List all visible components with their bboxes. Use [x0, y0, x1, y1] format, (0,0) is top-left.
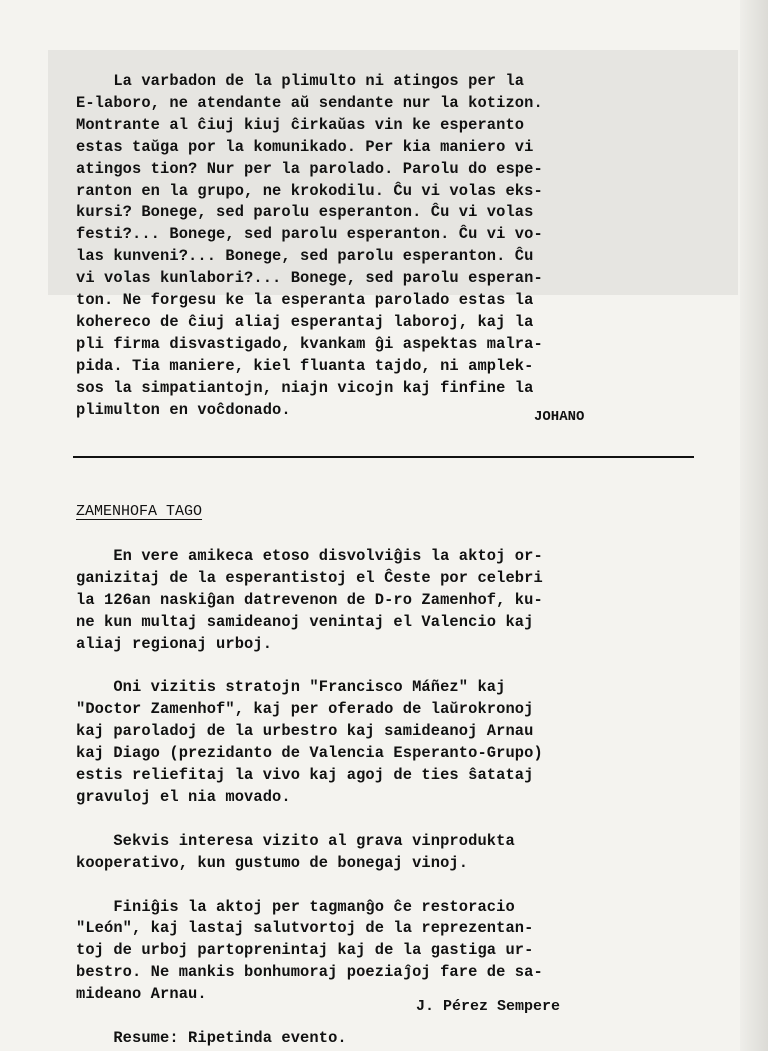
- page-edge-shadow: [740, 0, 768, 1051]
- letter-body-text: La varbadon de la plimulto ni atingos per la E-laboro, ne atendante aŭ sendante nur la kotizon. Montrante al ĉiuj kiuj ĉirkaŭas vin ke esperanto estas taŭga por la komunikado. Per kia maniero vi atingos tion? Nur per la parolado. Parolu do espe- ranton en la grupo, ne krokodilu. Ĉu vi volas eks- kursi? Bonege, sed parolu esperanton. Ĉu vi volas festi?... Bonege, sed parolu esperanton. Ĉu vi vo- las kunveni?... Bonege, sed parolu esperanton. Ĉu vi volas kunlabori?... Bonege, sed parolu esperan- ton. Ne forgesu ke la esperanta parolado estas la kohereco de ĉiuj aliaj esperantaj laboroj, kaj la pli firma disvastigado, kvankam ĝi aspektas malra- pida. Tia maniere, kiel fluanta tajdo, ni amplek- sos la simpatiantojn, niajn vicojn kaj finfine la plimulton en voĉdonado.: [76, 72, 543, 419]
- article-body-text: En vere amikeca etoso disvolviĝis la aktoj or- ganizitaj de la esperantistoj el Ĉeste por celebri la 126an naskiĝan datrevenon de D-ro Zamenhof, ku- ne kun multaj samideanoj venintaj el Valencio kaj aliaj regionaj urboj. Oni vizitis stratojn "Francisco Máñez" kaj "Doctor Zamenhof", kaj per oferado de laŭrokronoj kaj paroladoj de la urbestro kaj samideanoj Arnau kaj Diago (prezidanto de Valencia Esperanto-Grupo) estis reliefitaj la vivo kaj agoj de ties ŝatataj gravuloj el nia movado. Sekvis interesa vizito al grava vinprodukta kooperativo, kun gustumo de bonegaj vinoj. Finiĝis la aktoj per tagmanĝo ĉe restoracio "León", kaj lastaj salutvortoj de la reprezentan- toj de urboj partoprenintaj kaj de la gastiga ur- bestro. Ne mankis bonhumoraj poeziaĵoj fare de sa- mideano Arnau. Resume: Ripetinda evento.: [76, 547, 543, 1047]
- letter-signature: JOHANO: [534, 409, 585, 425]
- article-signature: J. Pérez Sempere: [416, 998, 561, 1015]
- section-divider: [73, 456, 694, 458]
- article-heading: ZAMENHOFA TAGO: [76, 503, 203, 520]
